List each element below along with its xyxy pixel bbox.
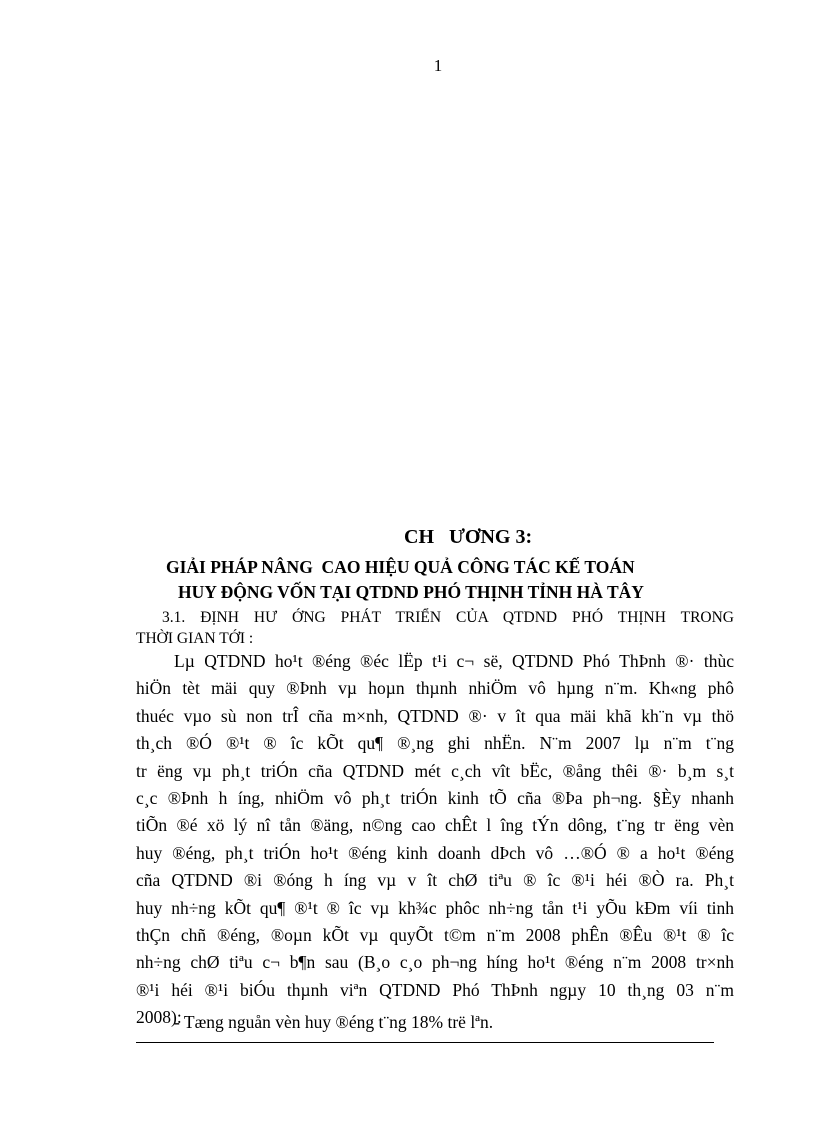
paragraph-line: nh÷ng chØ tiªu c¬ b¶n sau (B¸o c¸o ph¬ng híng ho¹t ®éng n¨m 2008 tr×nh xyxy=(136,952,734,973)
body-paragraph xyxy=(136,648,734,1031)
paragraph-line: c¸c ®Þnh h íng, nhiÖm vô ph¸t triÓn kinh tÕ cña ®Þa ph¬ng. §Èy nhanh xyxy=(136,787,734,808)
paragraph-line: huy nh÷ng kÕt qu¶ ®¹t ® îc vµ kh¾c phôc nh÷ng tån t¹i yÕu kÐm víi tinh xyxy=(136,897,734,918)
page-number: 1 xyxy=(433,56,443,75)
paragraph-line: thuéc vµo sù non trÎ cña m×nh, QTDND ®· v ît qua mäi khã kh¨n vµ thö xyxy=(136,705,734,726)
chapter-heading-line-1: GIẢI PHÁP NÂNG CAO HIỆU QUẢ CÔNG TÁC KẾ TOÁN xyxy=(166,557,635,577)
paragraph-line: thÇn chñ ®éng, ®oµn kÕt vµ quyÕt t©m n¨m 2008 phÊn ®Êu ®¹t ® îc xyxy=(136,924,734,945)
paragraph-line: cña QTDND ®i ®óng h íng vµ v ît chØ tiªu ® îc ®¹i héi ®Ò ra. Ph¸t xyxy=(136,870,734,891)
chapter-title: CH ƯƠNG 3: xyxy=(404,526,533,548)
paragraph-line: tr ëng vµ ph¸t triÓn cña QTDND mét c¸ch vît bËc, ®ång thêi ®· b¸m s¸t xyxy=(136,760,734,781)
paragraph-line: 2008): xyxy=(136,1007,182,1028)
paragraph-line: huy ®éng, ph¸t triÓn ho¹t ®éng kinh doanh dÞch vô …®Ó ® a ho¹t ®éng xyxy=(136,842,734,863)
section-heading xyxy=(136,607,734,649)
paragraph-line: tiÕn ®é xö lý nî tån ®äng, n©ng cao chÊt l îng tÝn dông, t¨ng tr ëng vèn xyxy=(136,815,734,836)
paragraph-line: ®¹i héi ®¹i biÓu thµnh viªn QTDND Phó ThÞnh ngµy 10 th¸ng 03 n¨m xyxy=(136,979,734,1000)
footer-rule xyxy=(136,1042,714,1043)
paragraph-line: Lµ QTDND ho¹t ®éng ®éc lËp t¹i c¬ së, QTDND Phó ThÞnh ®· thùc xyxy=(174,651,734,671)
bullet-item: - Tæng nguån vèn huy ®éng t¨ng 18% trë lªn. xyxy=(174,1012,494,1032)
section-heading-line-2: THỜI GIAN TỚI : xyxy=(136,630,254,647)
paragraph-line: hiÖn tèt mäi quy ®Þnh vµ hoµn thµnh nhiÖm vô hµng n¨m. Kh«ng phô xyxy=(136,678,734,699)
chapter-heading-line-2: HUY ĐỘNG VỐN TẠI QTDND PHÓ THỊNH TỈNH HÀ TÂY xyxy=(178,582,644,602)
paragraph-line: th¸ch ®Ó ®¹t ® îc kÕt qu¶ ®¸ng ghi nhËn. N¨m 2007 lµ n¨m t¨ng xyxy=(136,733,734,754)
section-heading-line-1: 3.1. ĐỊNH HƯ ỚNG PHÁT TRIỂN CỦA QTDND PHÓ THỊNH TRONG xyxy=(162,609,734,626)
